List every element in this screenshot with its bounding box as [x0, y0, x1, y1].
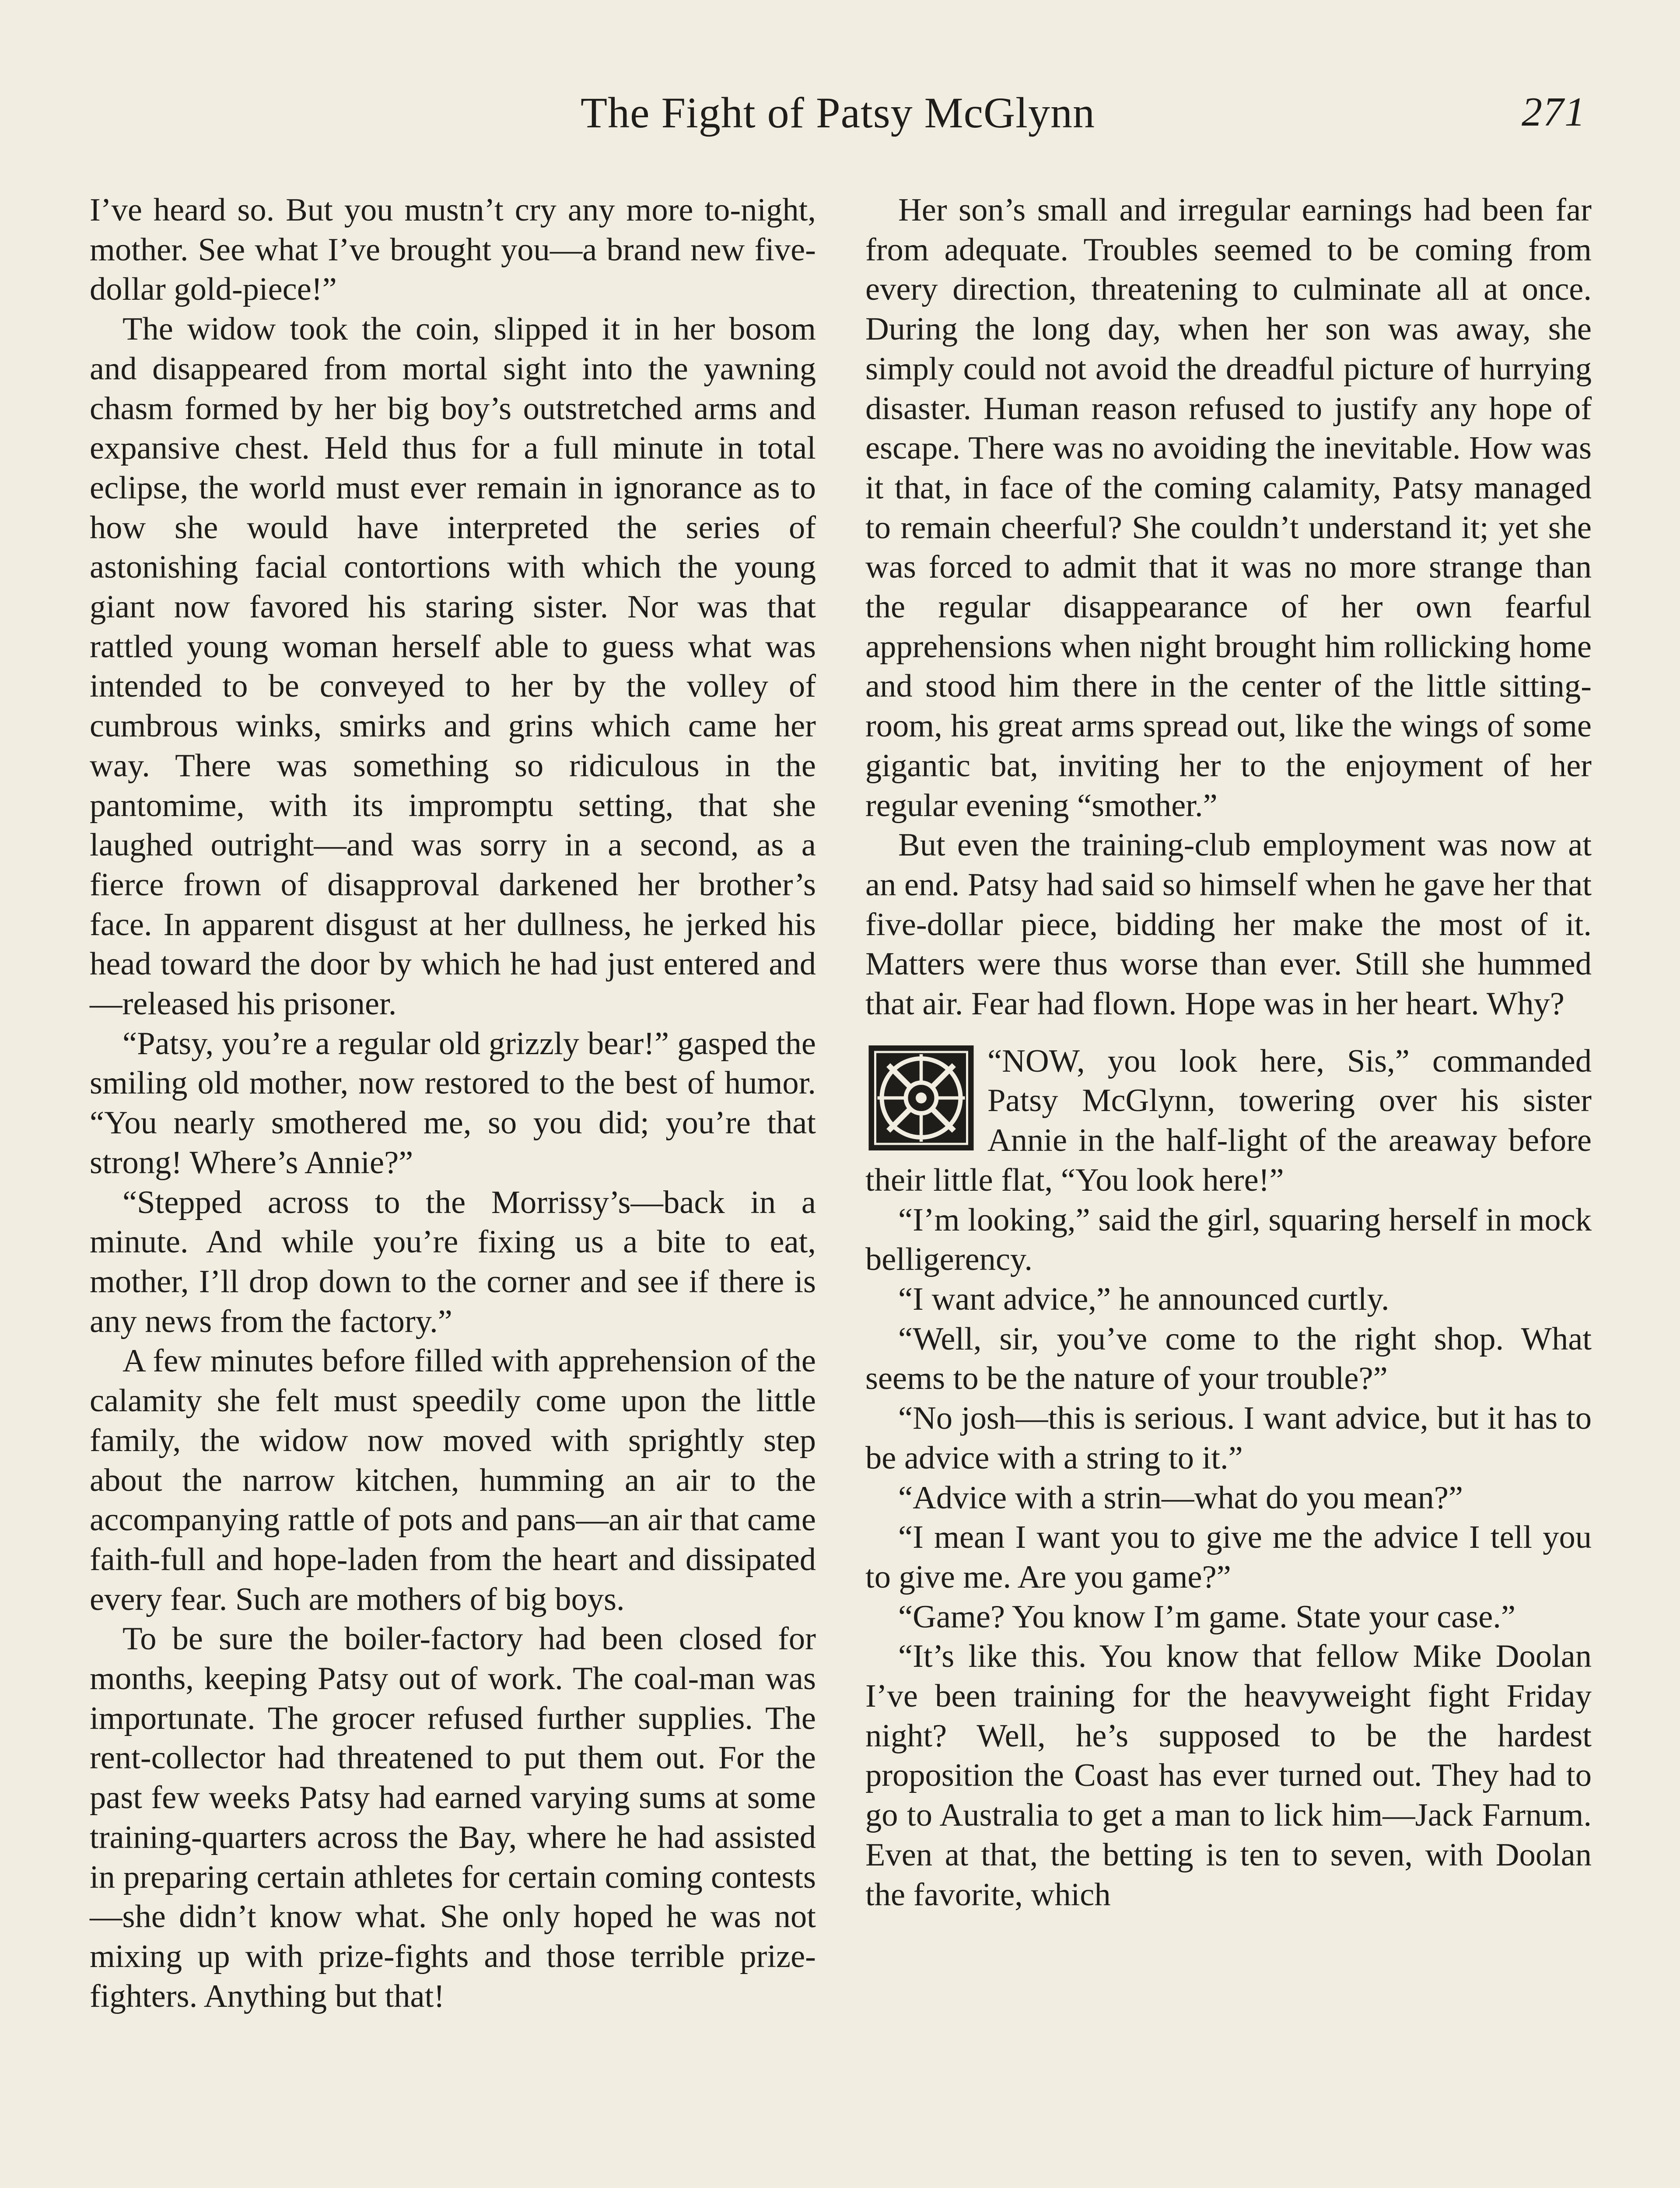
paragraph: “Patsy, you’re a regular old grizzly bear!” gasped the smiling old mother, now restored to the best of humor. “You nearly smothered me, so you did; you’re that strong! Where’s Annie?” — [90, 1025, 816, 1181]
dialogue-line: “It’s like this. You know that fellow Mike Doolan I’ve been training for the heavyweight fight Friday night? Well, he’s supposed to be the hardest proposition the Coast has ever turned out. They had to go to Australia to get a man to lick him—Jack Farnum. Even at that, the betting is ten to seven, with Doolan the favorite, which — [865, 1638, 1592, 1913]
left-column — [90, 190, 816, 2016]
paragraph: I’ve heard so. But you mustn’t cry any more to-night, mother. See what I’ve brought you—a brand new five-dollar gold-piece!” — [90, 192, 816, 308]
celtic-knot-icon — [865, 1043, 977, 1153]
paragraph: Her son’s small and irregular earnings had been far from adequate. Troubles seemed to be coming from every direction, threatening to culminate all at once. During the long day, when her son was away, she simply could not avoid the dreadful picture of hurrying disaster. Human reason refused to justify any hope of escape. There was no avoiding the inevitable. How was it that, in face of the coming calamity, Patsy managed to remain cheerful? She couldn’t understand it; yet she was forced to admit that it was no more strange than the regular disappearance of her own fearful apprehensions when night brought him rollicking home and stood him there in the center of the little sitting-room, his great arms spread out, like the wings of some gigantic bat, inviting her to the enjoyment of her regular evening “smother.” — [865, 192, 1592, 824]
paragraph: But even the training-club employment was now at an end. Patsy had said so himself when he gave her that five-dollar piece, bidding her make the most of it. Matters were thus worse than ever. Still she hummed that air. Fear had flown. Hope was in her heart. Why? — [865, 827, 1592, 1022]
paragraph: “Stepped across to the Morrissy’s—back in a minute. And while you’re fixing us a bite to eat, mother, I’ll drop down to the corner and see if there is any news from the factory.” — [90, 1184, 816, 1339]
paragraph: To be sure the boiler-factory had been closed for months, keeping Patsy out of work. The coal-man was importunate. The grocer refused further supplies. The rent-collector had threatened to put them out. For the past few weeks Patsy had earned varying sums at some training-quarters across the Bay, where he had assisted in preparing certain athletes for certain coming contests—she didn’t know what. She only hoped he was not mixing up with prize-fights and those terrible prize-fighters. Anything but that! — [90, 1621, 816, 2014]
dialogue-line: “I want advice,” he announced curtly. — [898, 1281, 1390, 1317]
section-opening: “NOW, you look here, Sis,” commanded Patsy McGlynn, towering over his sister Annie in the half-light of the areaway before their little flat, “You look here!” — [865, 1043, 1592, 1198]
paragraph: A few minutes before filled with apprehension of the calamity she felt must speedily come upon the little family, the widow now moved with sprightly step about the narrow kitchen, humming an air to the accompanying rattle of pots and pans—an air that came faith-full and hope-laden from the heart and dissipated every fear. Such are mothers of big boys. — [90, 1343, 816, 1617]
dialogue-line: “Game? You know I’m game. State your case.” — [898, 1599, 1516, 1635]
section-break — [865, 1041, 1592, 1200]
dialogue-line: “No josh—this is serious. I want advice, but it has to be advice with a string to it.” — [865, 1400, 1592, 1476]
dialogue-line: “Well, sir, you’ve come to the right shop. What seems to be the nature of your trouble?” — [865, 1321, 1592, 1397]
dialogue-line: “Advice with a strin—what do you mean?” — [898, 1480, 1463, 1516]
running-head — [90, 88, 1586, 153]
running-title: The Fight of Patsy McGlynn — [581, 88, 1095, 137]
right-column — [865, 190, 1592, 1914]
dialogue-line: “I’m looking,” said the girl, squaring herself in mock belligerency. — [865, 1202, 1592, 1278]
paragraph: The widow took the coin, slipped it in her bosom and disappeared from mortal sight into the yawning chasm formed by her big boy’s outstretched arms and expansive chest. Held thus for a full minute in total eclipse, the world must ever remain in ignorance as to how she would have interpreted the series of astonishing facial contortions with which the young giant now favored his staring sister. Nor was that rattled young woman herself able to guess what was intended to be conveyed to her by the volley of cumbrous winks, smirks and grins which came her way. There was something so ridiculous in the pantomime, with its impromptu setting, that she laughed outright—and was sorry in a second, as a fierce frown of disapproval darkened her brother’s face. In apparent disgust at her dullness, he jerked his head toward the door by which he had just entered and—released his prisoner. — [90, 311, 816, 1022]
page-number: 271 — [1522, 89, 1586, 135]
dialogue-line: “I mean I want you to give me the advice I tell you to give me. Are you game?” — [865, 1519, 1592, 1595]
